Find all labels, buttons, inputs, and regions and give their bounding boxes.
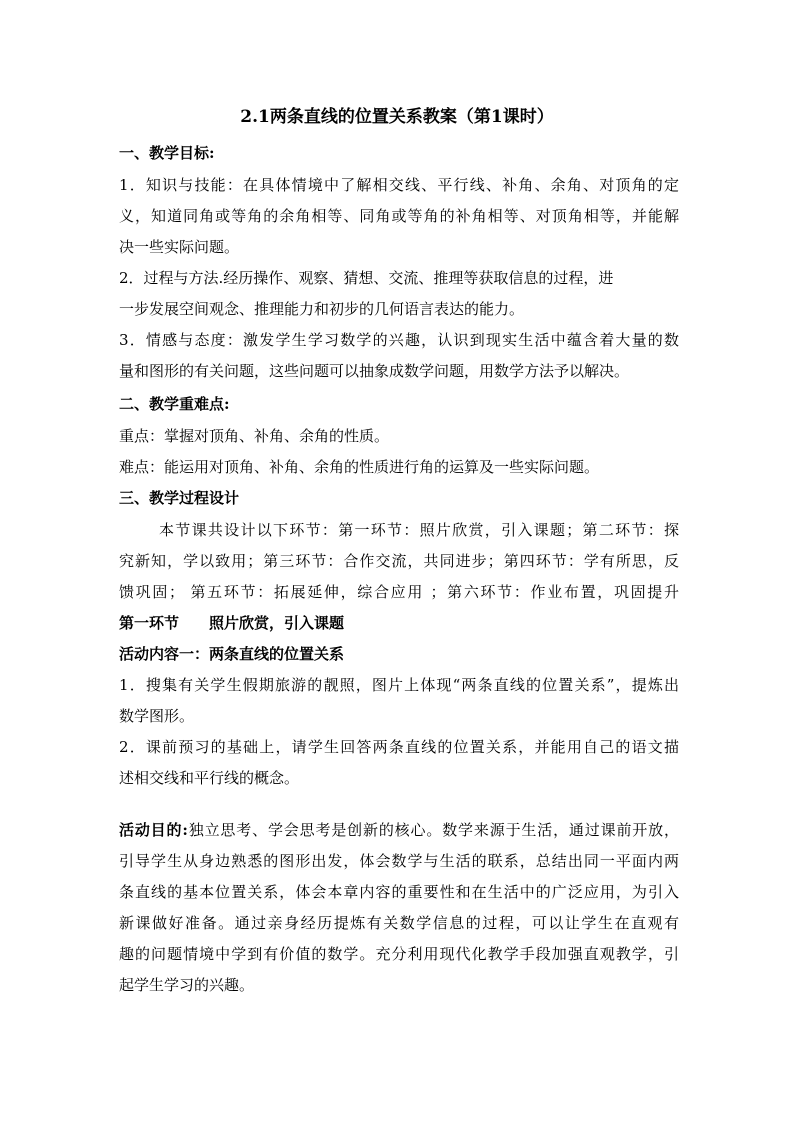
activity2-line1: 2．课前预习的基础上，请学生回答两条直线的位置关系，并能用自己的语文描 <box>119 738 679 756</box>
purpose-label: 活动目的: <box>119 821 188 839</box>
section-heading-keypoints: 二、教学重难点: <box>119 395 230 413</box>
goal1-line2: 义，知道同角或等角的余角相等、同角或等角的补角相等、对顶角相等，并能解 <box>119 207 679 225</box>
purpose-line5: 趣的问题情境中学到有价值的数学。充分利用现代化教学手段加强直观教学，引 <box>119 945 679 963</box>
activity2-line2: 述相交线和平行线的概念。 <box>119 769 300 787</box>
step1-label: 第一环节 <box>119 614 180 632</box>
step1-heading <box>119 613 679 633</box>
purpose-line2: 引导学生从身边熟悉的图形出发，体会数学与生活的联系，总结出同一平面内两 <box>119 852 679 870</box>
activity1-line1: 1．搜集有关学生假期旅游的靓照，图片上体现“两条直线的位置关系”，提炼出 <box>119 676 679 694</box>
key-point: 重点：掌握对顶角、补角、余角的性质。 <box>119 427 390 445</box>
goal2-line1: 2．过程与方法.经历操作、观察、猜想、交流、推理等获取信息的过程，进 <box>119 269 614 287</box>
difficult-point: 难点：能运用对顶角、补角、余角的性质进行角的运算及一些实际问题。 <box>119 458 600 476</box>
section-heading-goals: 一、教学目标: <box>119 144 215 162</box>
activity1-line2: 数学图形。 <box>119 707 195 725</box>
goal2-line2: 一步发展空间观念、推理能力和初步的几何语言表达的能力。 <box>119 300 525 318</box>
process-intro-line2: 究新知，学以致用；第三环节：合作交流，共同进步；第四环节：学有所思，反 <box>119 552 679 570</box>
step1-title: 照片欣赏，引入课题 <box>209 614 345 632</box>
purpose-line4: 新课做好准备。通过亲身经历提炼有关数学信息的过程，可以让学生在直观有 <box>119 914 679 932</box>
document-title: 2.1两条直线的位置关系教案（第1课时） <box>240 107 554 127</box>
goal1-line3: 决一些实际问题。 <box>119 238 240 256</box>
purpose-line1 <box>119 820 679 840</box>
purpose-line3: 条直线的基本位置关系，体会本章内容的重要性和在生活中的广泛应用，为引入 <box>119 883 679 901</box>
process-intro-line3: 馈巩固； 第五环节：拓展延伸，综合应用 ；第六环节：作业布置，巩固提升 <box>119 583 679 601</box>
goal3-line2: 量和图形的有关问题，这些问题可以抽象成数学问题，用数学方法予以解决。 <box>119 362 630 380</box>
goal3-line1: 3．情感与态度：激发学生学习数学的兴趣，认识到现实生活中蕴含着大量的数 <box>119 331 679 349</box>
process-intro-line1: 本节课共设计以下环节：第一环节：照片欣赏，引入课题；第二环节：探 <box>159 521 679 539</box>
section-heading-process: 三、教学过程设计 <box>119 489 240 507</box>
purpose-line6: 起学生学习的兴趣。 <box>119 976 255 994</box>
goal1-line1: 1．知识与技能：在具体情境中了解相交线、平行线、补角、余角、对顶角的定 <box>119 176 679 194</box>
activity-heading: 活动内容一：两条直线的位置关系 <box>119 645 345 663</box>
purpose-text-1: 独立思考、学会思考是创新的核心。数学来源于生活，通过课前开放， <box>187 821 679 839</box>
